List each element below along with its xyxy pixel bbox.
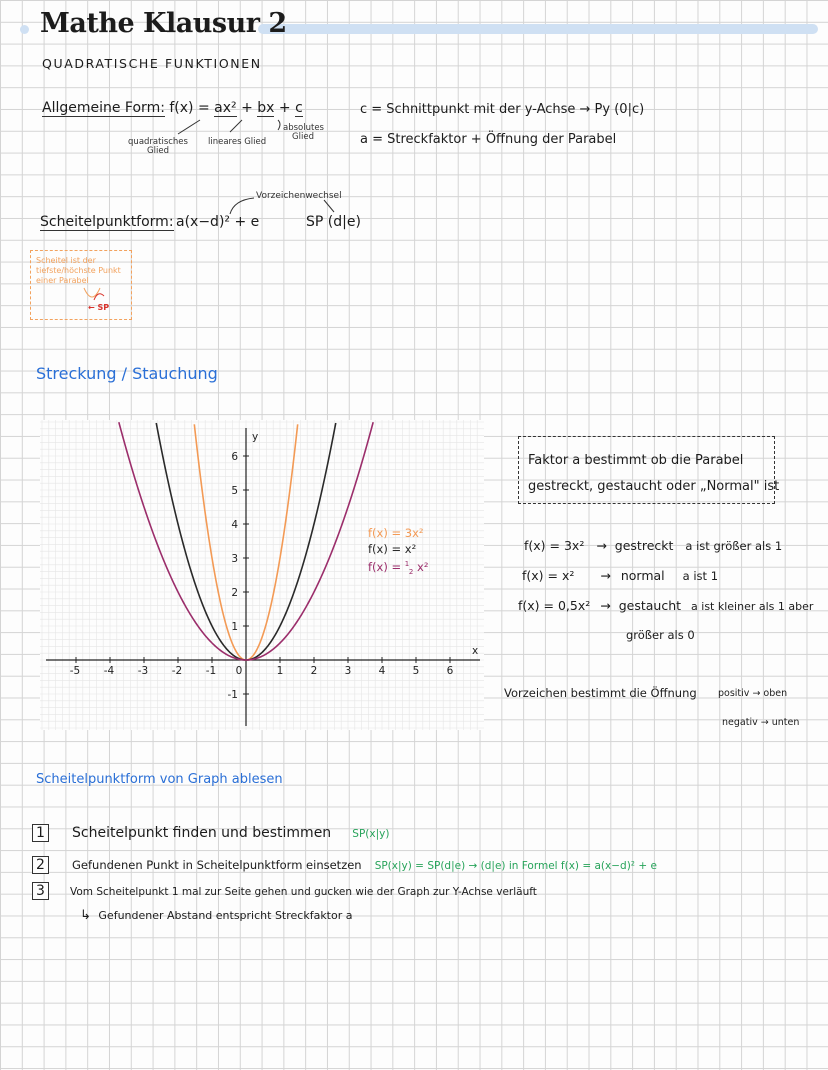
x-tick: 0 (235, 665, 243, 677)
case-func: f(x) = 3x² (524, 538, 585, 553)
sign-rule-positive: positiv → oben (718, 688, 788, 699)
vertex-sp-tag: ← SP (88, 303, 110, 312)
case-arrow: → (600, 568, 611, 583)
case-row (518, 598, 813, 613)
sign-rule-negative: negativ → unten (722, 717, 800, 728)
x-tick: -1 (205, 665, 217, 677)
case-reason: a ist größer als 1 (685, 539, 783, 553)
legend-half-suffix: x² (417, 560, 429, 574)
y-axis-label: y (252, 431, 259, 443)
y-tick: -1 (227, 689, 238, 701)
title-highlight-bar (258, 24, 818, 34)
y-tick: 1 (231, 621, 238, 633)
general-form-plus-2: + (274, 100, 296, 116)
vertex-sketch-icon (80, 284, 110, 304)
vertex-form-formula: a(x−d)² + e (176, 214, 260, 230)
y-tick: 5 (231, 485, 238, 497)
general-form-plus-1: + (236, 100, 258, 116)
case-func: f(x) = 0,5x² (518, 598, 591, 613)
x-tick: 2 (310, 665, 318, 677)
x-tick: 4 (378, 665, 386, 677)
parabola-graph (40, 420, 484, 730)
sign-rule-text: Vorzeichen bestimmt die Öffnung (504, 686, 697, 700)
factor-note-text (528, 448, 779, 500)
section-heading-stretching: Streckung / Stauchung (36, 364, 218, 383)
factor-note-line-2: gestreckt, gestaucht oder „Normal" ist (528, 479, 780, 494)
page-subtitle: QUADRATISCHE FUNKTIONEN (42, 56, 262, 71)
general-form-label: Allgemeine Form: (42, 100, 165, 116)
vertex-note-text: Scheitel ist der tiefste/höchste Punkt einer Parabel (36, 256, 121, 285)
note-constant-term: absolutes Glied (283, 123, 324, 142)
y-tick: 3 (231, 553, 238, 565)
x-tick: 5 (412, 665, 420, 677)
case-word: gestreckt (614, 538, 674, 553)
a-definition: a = Streckfaktor + Öffnung der Parabel (360, 132, 617, 147)
case-arrow: → (600, 598, 611, 613)
step-number: 2 (32, 856, 49, 874)
case-reason: a ist kleiner als 1 aber (691, 600, 814, 613)
step-text: Vom Scheitelpunkt 1 mal zur Seite gehen und gucken wie der Graph zur Y-Achse verläuft (70, 886, 537, 898)
vertex-form-label: Scheitelpunktform: (40, 214, 174, 230)
legend-half-denominator: 2 (408, 568, 414, 576)
title-highlight-dot (20, 25, 29, 34)
step-number: 3 (32, 882, 49, 900)
x-tick: 1 (276, 665, 284, 677)
vertex-form-sp: SP (d|e) (306, 214, 361, 230)
sign-change-note: Vorzeichenwechsel (256, 191, 342, 201)
note-quadratic-term: quadratisches Glied (128, 137, 188, 156)
case-word: normal (620, 568, 665, 583)
step-text: Scheitelpunkt finden und bestimmen (72, 825, 332, 841)
general-form-term-a: ax² (214, 100, 237, 116)
case-row (522, 568, 718, 583)
factor-note-line-1: Faktor a bestimmt ob die Parabel (528, 453, 744, 468)
general-form-term-b: bx (257, 100, 275, 116)
note-linear-term: lineares Glied (208, 137, 267, 147)
section-heading-read-vertex: Scheitelpunktform von Graph ablesen (36, 772, 283, 787)
x-tick: -4 (103, 665, 115, 677)
step-number: 1 (32, 824, 49, 842)
step-row (32, 880, 537, 899)
step-row (32, 822, 389, 841)
x-tick: -2 (171, 665, 183, 677)
case-arrow: → (596, 538, 607, 553)
legend-half-numerator: 1 (404, 560, 410, 568)
case-func: f(x) = x² (522, 568, 575, 583)
step-row (32, 854, 657, 873)
legend-3x2: f(x) = 3x² (368, 526, 424, 540)
case-word: gestaucht (618, 598, 682, 613)
legend-x2: f(x) = x² (368, 542, 417, 556)
c-definition: c = Schnittpunkt mit der y-Achse → Py (0|c) (360, 102, 645, 117)
x-tick: 3 (344, 665, 352, 677)
case-3-continuation: größer als 0 (626, 628, 695, 642)
case-reason: a ist 1 (682, 569, 719, 583)
y-tick: 4 (231, 519, 238, 531)
return-arrow-icon: ↳ (80, 908, 91, 923)
y-tick: 2 (231, 587, 238, 599)
step-3-sub-text: Gefundener Abstand entspricht Streckfaktor a (98, 909, 353, 922)
general-form-prefix: f(x) = (169, 100, 215, 116)
page-title: Mathe Klausur 2 (40, 8, 287, 39)
legend-half-prefix: f(x) = (368, 560, 405, 574)
y-tick: 6 (231, 451, 238, 463)
case-row (524, 538, 782, 553)
x-axis-label: x (472, 645, 479, 657)
x-tick: -5 (69, 665, 81, 677)
step-green-note: SP(x|y) (352, 828, 390, 840)
x-tick: 6 (446, 665, 454, 677)
step-green-note: SP(x|y) = SP(d|e) → (d|e) in Formel f(x) = a(x−d)² + e (374, 860, 657, 872)
x-tick: -3 (137, 665, 149, 677)
step-text: Gefundenen Punkt in Scheitelpunktform einsetzen (72, 858, 362, 872)
general-form-line (42, 100, 303, 116)
step-3-sub (80, 908, 353, 923)
general-form-term-c: c (295, 100, 303, 116)
